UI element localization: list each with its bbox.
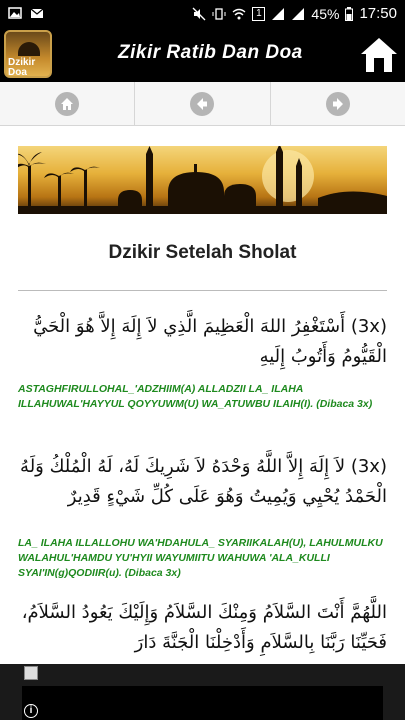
ad-banner[interactable] bbox=[0, 664, 405, 720]
clock: 17:50 bbox=[359, 5, 397, 22]
arabic-text: (3x) أَسْتَغْفِرُ اللهَ الْعَظِيمَ الَّذِي لاَ إِلَهَ إِلاَّ هُوَ الْحَيُّ الْقَيُّومُ وَأَتُوبُ إِلَيهِ bbox=[33, 316, 387, 367]
signal-icon bbox=[271, 7, 285, 21]
home-icon bbox=[55, 92, 79, 116]
image-notification-icon bbox=[8, 6, 22, 20]
signal-2-icon bbox=[291, 7, 305, 21]
wifi-icon bbox=[232, 7, 246, 21]
app-logo bbox=[4, 30, 52, 78]
arrow-left-icon bbox=[190, 92, 214, 116]
nav-next-button[interactable] bbox=[271, 82, 405, 125]
nav-home-button[interactable] bbox=[0, 82, 135, 125]
transliteration-text: ASTAGHFIRULLOHAL_'ADZHIIM(A) ALLADZII LA_ ILAHA ILLAHUWAL'HAYYUL QOYYUWM(U) WA_ATUWBU ILAIH(I). (Dibaca 3x) bbox=[18, 383, 373, 410]
broken-image-icon bbox=[24, 666, 38, 680]
battery-percent: 45% bbox=[311, 5, 340, 22]
mail-notification-icon bbox=[30, 6, 44, 20]
divider bbox=[18, 290, 387, 291]
app-logo-text: Dzikir Doa bbox=[8, 57, 36, 78]
arabic-text: اللَّهُمَّ أَنْتَ السَّلاَمُ وَمِنْكَ السَّلاَمُ وَإِلَيْكَ يَعُودُ السَّلاَمُ، فَحَيِّنَا رَبَّنَا بِالسَّلاَمِ وَأَدْخِلْنَا الْجَنَّةَ دَارَ bbox=[21, 602, 387, 653]
battery-icon bbox=[345, 7, 353, 21]
ad-content[interactable] bbox=[22, 686, 383, 720]
app-bar bbox=[0, 28, 405, 82]
nav-previous-button[interactable] bbox=[135, 82, 270, 125]
notification-count-badge: 1 bbox=[252, 7, 265, 21]
vibrate-icon bbox=[212, 7, 226, 21]
home-icon[interactable] bbox=[359, 36, 399, 74]
transliteration-text: LA_ ILAHA ILLALLOHU WA'HDAHULA_ SYARIIKALAH(U), LAHULMULKU WALAHUL'HAMDU YU'HYII WAYUMIITU WAHUWA 'ALA_KULLI SYAI'IN(g)QODIIR(u). (Dibaca 3x) bbox=[18, 537, 383, 579]
page-title: Dzikir Setelah Sholat bbox=[108, 242, 297, 263]
ad-info-icon[interactable]: i bbox=[24, 704, 38, 718]
app-title: Zikir Ratib Dan Doa bbox=[118, 42, 303, 63]
status-bar bbox=[0, 0, 405, 28]
arrow-right-icon bbox=[326, 92, 350, 116]
navigation-bar bbox=[0, 82, 405, 126]
arabic-text: (3x) لاَ إِلَهَ إِلاَّ اللَّهُ وَحْدَهُ لاَ شَرِيكَ لَهُ، لَهُ الْمُلْكُ وَلَهُ الْحَمْدُ يُحْيِي وَيُمِيتُ وَهُوَ عَلَى كُلِّ شَيْءٍ قَدِيرٌ bbox=[20, 456, 387, 507]
mute-icon bbox=[192, 7, 206, 21]
mosque-banner-image bbox=[18, 146, 387, 214]
content-area[interactable] bbox=[0, 126, 405, 664]
